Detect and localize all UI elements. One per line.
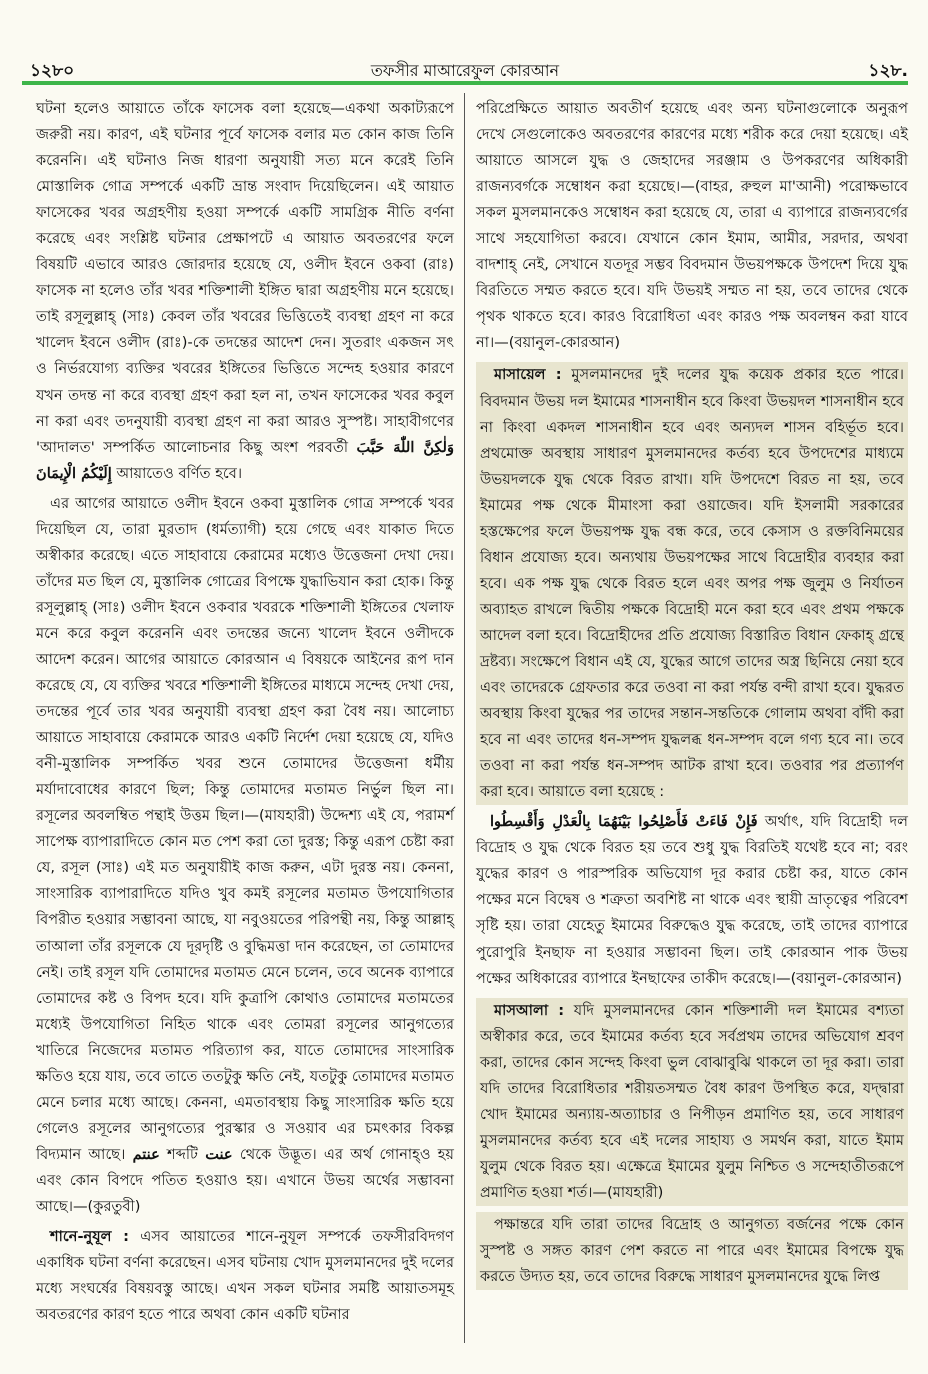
paragraph [476,96,908,356]
paragraph [476,362,908,805]
arabic-word: عنت [205,1145,233,1163]
paragraph-text: এসব আয়াতের শানে-নুযূল সম্পর্কে তফসীরবিদগণ একাধিক ঘটনা বর্ণনা করেছেন। এসব ঘটনায় খোদ মুসলমানদের দুই দলের মধ্যে সংঘর্ষের বিষয়বস্তু আছে। এখন সকল ঘটনার সমষ্টি আয়াতসমূহ অবতরণের কারণ হতে পারে অথবা কোন একটি ঘটনার [36,1228,454,1324]
arabic-word: عنتم [132,1145,160,1163]
left-page-number: ১২৮০ [30,61,75,81]
paragraph-text: আয়াতেও বর্ণিত হবে। [116,464,243,482]
section-heading: মাসায়েল : [494,366,562,384]
book-title: তফসীর মাআরেফুল কোরআন [370,61,560,80]
paragraph [36,491,454,1220]
paragraph-text: যদি মুসলমানদের কোন শক্তিশালী দল ইমামের বশ্যতা অস্বীকার করে, তবে ইমামের কর্তব্য হবে সর্বপ্রথম তাদের অভিযোগ শ্রবণ করা, তাদের কোন সন্দেহ কিংবা ভুল বোঝাবুঝি থাকলে তা দূর করা। তারা যদি তাদের বিরোধিতার শরীয়তসম্মত বৈধ কারণ উপস্থিত করে, যদ্দ্বারা খোদ ইমামের অন্যায়-অত্যাচার ও নিপীড়ন প্রমাণিত হয়, তবে সাধারণ মুসলমানদের কর্তব্য হবে এই দলের সাহায্য ও সমর্থন করা, যাতে ইমাম যুলুম থেকে বিরত হয়। এক্ষেত্রে ইমামের যুলুম নিশ্চিত ও সন্দেহাতীতরূপে প্রমাণিত হওয়া শর্ত।—(মাযহারী) [480,1001,905,1201]
page-header [22,52,908,86]
paragraph-text: এর আগের আয়াতে ওলীদ ইবনে ওকবা মুস্তালিক গোত্র সম্পর্কে খবর দিয়েছিল যে, তারা মুরতাদ (ধর্মত্যাগী) হয়ে গেছে এবং যাকাত দিতে অস্বীকার করেছে। এতে সাহাবায়ে কেরামের মধ্যেও উত্তেজনা দেখা দেয়। তাঁদের মত ছিল যে, মুস্তালিক গোত্রের বিপক্ষে যুদ্ধাভিযান করা হোক। কিন্তু রসূলুল্লাহ্ (সাঃ) ওলীদ ইবনে ওকবার খবরকে শক্তিশালী ইঙ্গিতের খেলাফ মনে করে কবুল করেননি এবং তদন্তের জন্যে খালেদ ইবনে ওলীদকে আদেশ করেন। আগের আয়াতে কোরআন এ বিষয়কে আইনের রূপ দান করেছে যে, যে ব্যক্তির খবরে শক্তিশালী ইঙ্গিতের মাধ্যমে সন্দেহ দেখা দেয়, তদন্তের পূর্বে তার খবর অনুযায়ী ব্যবস্থা গ্রহণ করা বৈধ নয়। আলোচ্য আয়াতে সাহাবায়ে কেরামকে আরও একটি নির্দেশ দেয়া হয়েছে যে, যদিও বনী-মুস্তালিক সম্পর্কিত খবর শুনে তোমাদের উত্তেজনা ধর্মীয় মর্যাদাবোধের কারণে ছিল; কিন্তু তোমাদের মতামত নির্ভুল ছিল না। রসূলের অবলম্বিত পন্থাই উত্তম ছিল।—(মাযহারী) উদ্দেশ্য এই যে, পরামর্শ সাপেক্ষ ব্যাপারাদিতে কোন মত পেশ করা তো দুরস্ত; কিন্তু এরূপ চেষ্টা করা যে, রসূল (সাঃ) এই মত অনুযায়ীই কাজ করুন, এটা দুরস্ত নয়। কেননা, সাংসারিক ব্যাপারাদিতে যদিও খুব কমই রসূলের মতামত উপযোগিতার বিপরীত হওয়ার সম্ভাবনা আছে, যা নবুওয়তের পরিপন্থী নয়, কিন্তু আল্লাহ্ তাআলা তাঁর রসূলকে যে দূরদৃষ্টি ও বুদ্ধিমত্তা দান করেছেন, তা তোমাদের নেই। তাই রসূল যদি তোমাদের মতামত মেনে চলেন, তবে অনেক ব্যাপারে তোমাদের কষ্ট ও বিপদ হবে। যদি কুত্রাপি কোথাও তোমাদের মতামতের মধ্যেই উপযোগিতা নিহিত থাকে এবং তোমরা রসূলের আনুগত্যের খাতিরে নিজেদের মতামত পরিত্যাগ কর, যাতে তোমাদের সাংসারিক ক্ষতিও হয়ে যায়, তবে তাতে ততটুকু ক্ষতি নেই, যতটুকু তোমাদের মতামত মেনে চলার মধ্যে আছে। কেননা, এমতাবস্থায় কিছু সাংসারিক ক্ষতি হয়ে গেলেও রসূলের আনুগত্যের পুরস্কার ও সওয়াব এর চমৎকার বিকল্প বিদ্যমান আছে। [36,494,454,1163]
paragraph [476,1212,908,1290]
paragraph-text: মুসলমানদের দুই দলের যুদ্ধ কয়েক প্রকার হতে পারে। বিবদমান উভয় দল ইমামের শাসনাধীন হবে কিংবা উভয়দল শাসনাধীন হবে না কিংবা একদল শাসনাধীন হবে এবং অন্যদল শাসন বহির্ভূত হবে। প্রথমোক্ত অবস্থায় সাধারণ মুসলমানদের কর্তব্য হবে উপদেশের মাধ্যমে উভয়দলকে যুদ্ধ থেকে বিরত রাখা। যদি উপদেশে বিরত না হয়, তবে ইমামের পক্ষ থেকে মীমাংসা করা ওয়াজেব। যদি ইসলামী সরকারের হস্তক্ষেপের ফলে উভয়পক্ষ যুদ্ধ বন্ধ করে, তবে কেসাস ও রক্তবিনিময়ের বিধান প্রযোজ্য হবে। অন্যথায় উভয়পক্ষের সাথে বিদ্রোহীর ব্যবহার করা হবে। এক পক্ষ যুদ্ধ থেকে বিরত হলে এবং অপর পক্ষ জুলুম ও নির্যাতন অব্যাহত রাখলে দ্বিতীয় পক্ষকে বিদ্রোহী মনে করা হবে এবং প্রথম পক্ষকে আদেল বলা হবে। বিদ্রোহীদের প্রতি প্রযোজ্য বিস্তারিত বিধান ফেকাহ্ গ্রন্থে দ্রষ্টব্য। সংক্ষেপে বিধান এই যে, যুদ্ধের আগে তাদের অস্ত্র ছিনিয়ে নেয়া হবে এবং তাদেরকে গ্রেফতার করে তওবা না করা পর্যন্ত বন্দী রাখা হবে। যুদ্ধরত অবস্থায় কিংবা যুদ্ধের পর তাদের সন্তান-সন্ততিকে গোলাম অথবা বাঁদী করা হবে না এবং তাদের ধন-সম্পদ যুদ্ধলব্ধ ধন-সম্পদ বলে গণ্য হবে না। তবে তওবা না করা পর্যন্ত ধন-সম্পদ আটক রাখা হবে। তওবার পর প্রত্যার্পণ করা হবে। আয়াতে বলা হয়েছে : [480,366,905,801]
arabic-verse: وَلٰكِنَّ اللّٰهَ حَبَّبَ إِلَيْكُمُ الْإِيمَانَ [36,438,455,482]
right-page-number: ১২৮. [868,61,908,81]
paragraph [476,998,908,1206]
paragraph [476,809,908,991]
paragraph-text: শব্দটি [166,1145,198,1163]
paragraph [36,96,454,487]
paragraph-text: ঘটনা হলেও আয়াতে তাঁকে ফাসেক বলা হয়েছে—একথা অকাট্যরূপে জরুরী নয়। কারণ, এই ঘটনার পূর্বে ফাসেক বলার মত কোন কাজ তিনি করেননি। এই ঘটনাও নিজ ধারণা অনুযায়ী সত্য মনে করেই তিনি মোস্তালিক গোত্র সম্পর্কে একটি ভ্রান্ত সংবাদ দিয়েছিলেন। এই আয়াত ফাসেকের খবর অগ্রহণীয় হওয়া সম্পর্কে একটি সামগ্রিক নীতি বর্ণনা করেছে এবং সংশ্লিষ্ট ঘটনার প্রেক্ষাপটে এ আয়াত অবতরণের ফলে বিষয়টি এভাবে আরও জোরদার হয়েছে যে, ওলীদ ইবনে ওকবা (রাঃ) ফাসেক না হলেও তাঁর খবর শক্তিশালী ইঙ্গিত দ্বারা অগ্রহণীয় মনে হয়েছে। তাই রসূলুল্লাহ্ (সাঃ) কেবল তাঁর খবরের ভিত্তিতেই ব্যবস্থা গ্রহণ না করে খালেদ ইবনে ওলীদ (রাঃ)-কে তদন্তের আদেশ দেন। সুতরাং একজন সৎ ও নির্ভরযোগ্য ব্যক্তির খবরের ইঙ্গিতের ভিত্তিতে সন্দেহ হওয়ার কারণে যখন তদন্ত না করে ব্যবস্থা গ্রহণ করা হল না, তখন ফাসেকের খবর কবুল না করা এবং তদনুযায়ী ব্যবস্থা গ্রহণ না করা আরও সুস্পষ্ট। সাহাবীগণের 'আদালত' সম্পর্কিত আলোচনার কিছু অংশ পরবর্তী [36,100,455,456]
section-heading: শানে-নুযূল : [50,1228,130,1246]
column-divider [464,93,465,1343]
paragraph-text: অর্থাৎ, যদি বিদ্রোহী দল বিদ্রোহ ও যুদ্ধ থেকে বিরত হয় তবে শুধু যুদ্ধ বিরতিই যথেষ্ট হবে না; বরং যুদ্ধের কারণ ও পারস্পরিক অভিযোগ দূর করার চেষ্টা কর, যাতে কোন পক্ষের মনে বিদ্বেষ ও শত্রুতা অবশিষ্ট না থাকে এবং স্থায়ী ভ্রাতৃত্বের পরিবেশ সৃষ্টি হয়। তারা যেহেতু ইমামের বিরুদ্ধেও যুদ্ধ করেছে, তাই তাদের ব্যাপারে পুরোপুরি ইনছাফ না হওয়ার সম্ভাবনা ছিল। তাই কোরআন পাক উভয় পক্ষের অধিকারের ব্যাপারে ইনছাফের তাকীদ করেছে।—(বয়ানুল-কোরআন) [476,813,909,987]
header-rule [22,81,908,85]
section-heading: মাসআলা : [494,1001,565,1019]
arabic-verse: فَإِنْ فَاءَتْ فَأَصْلِحُوا بَيْنَهُمَا بِالْعَدْلِ وَأَقْسِطُوا [490,813,758,831]
left-column [36,96,454,1328]
paragraph-text: পরিপ্রেক্ষিতে আয়াত অবতীর্ণ হয়েছে এবং অন্য ঘটনাগুলোকে অনুরূপ দেখে সেগুলোকেও অবতরণের কারণের মধ্যে শরীক করে দেয়া হয়েছে। এই আয়াতে আসলে যুদ্ধ ও জেহাদের সরঞ্জাম ও উপকরণের অধিকারী রাজন্যবর্গকে সম্বোধন করা হয়েছে।—(বাহর, রুহুল মা'আনী) পরোক্ষভাবে সকল মুসলমানকেও সম্বোধন করা হয়েছে যে, তারা এ ব্যাপারে রাজন্যবর্গের সাথে সহযোগিতা করবে। যেখানে কোন ইমাম, আমীর, সরদার, অথবা বাদশাহ্ নেই, সেখানে যতদূর সম্ভব বিবদমান উভয়পক্ষকে উপদেশ দিয়ে যুদ্ধ বিরতিতে সম্মত করতে হবে। যদি উভয়ই সম্মত না হয়, তবে তাদের থেকে পৃথক থাকতে হবে। কারও বিরোধিতা এবং কারও পক্ষ অবলম্বন করা যাবে না।—(বয়ানুল-কোরআন) [476,100,908,352]
paragraph [36,1224,454,1328]
right-column [476,96,908,1290]
paragraph-text: পক্ষান্তরে যদি তারা তাদের বিদ্রোহ ও আনুগত্য বর্জনের পক্ষে কোন সুস্পষ্ট ও সঙ্গত কারণ পেশ করতে না পারে এবং ইমামের বিপক্ষে যুদ্ধ করতে উদ্যত হয়, তবে তাদের বিরুদ্ধে সাধারণ মুসলমানদের যুদ্ধে লিপ্ত [480,1215,904,1286]
paragraph-text: থেকে উদ্ভূত। এর অর্থ গোনাহ্ও হয় এবং কোন বিপদে পতিত হওয়াও হয়। এখানে উভয় অর্থের সম্ভাবনা আছে।—(কুরতুবী) [36,1145,455,1215]
